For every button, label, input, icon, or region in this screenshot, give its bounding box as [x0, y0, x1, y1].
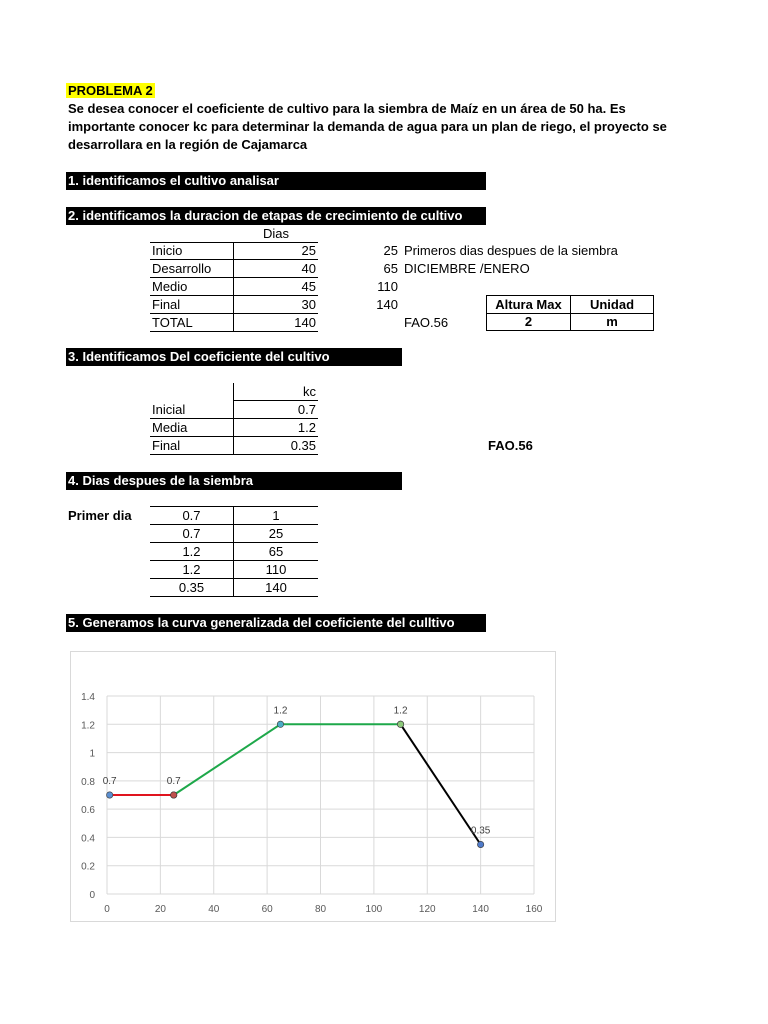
x-tick-label: 20: [154, 904, 166, 915]
altura-value: 2: [487, 313, 571, 331]
unidad-header: Unidad: [571, 296, 653, 314]
table-row-value: 40: [234, 260, 318, 278]
y-tick-label: 0.4: [81, 833, 95, 845]
table-cell-kc: 0.35: [150, 579, 234, 597]
table-row-value: 30: [234, 296, 318, 314]
table-row-label: Final: [150, 437, 234, 455]
y-tick-label: 1: [89, 748, 95, 760]
table-row-label: Inicial: [150, 401, 234, 419]
cumulative-day: 65: [383, 261, 398, 276]
y-tick-label: 1.4: [81, 692, 95, 703]
x-tick-label: 160: [525, 904, 543, 915]
table-row-label: Inicio: [150, 242, 234, 260]
y-tick-label: 1.2: [81, 720, 95, 732]
table-cell-dia: 140: [234, 579, 318, 597]
stage-note: DICIEMBRE /ENERO: [404, 261, 530, 276]
table-cell-dia: 25: [234, 525, 318, 543]
etapas-header-dias: Dias: [262, 226, 289, 241]
y-tick-label: 0.8: [81, 776, 95, 788]
cumulative-day: 25: [383, 243, 398, 258]
unidad-value: m: [606, 314, 618, 329]
kc-header: kc: [234, 383, 318, 401]
altura-header: Altura Max: [487, 296, 571, 314]
table-row-value: 1.2: [234, 419, 318, 437]
table-row-value: 25: [234, 242, 318, 260]
table-row-value: 0.35: [234, 437, 318, 455]
table-cell-kc: 1.2: [150, 561, 234, 579]
section-1-header: 1. identificamos el cultivo analisar: [66, 172, 486, 190]
table-cell-dia: 110: [234, 561, 318, 579]
data-label: 0.35: [470, 825, 491, 837]
table-row-label: Media: [150, 419, 234, 437]
kc-curve-chart: [70, 651, 556, 922]
x-tick-label: 60: [261, 904, 273, 915]
table-cell-kc: 0.7: [150, 525, 234, 543]
data-point: [171, 792, 177, 798]
data-point: [477, 841, 483, 847]
section-2-header: 2. identificamos la duracion de etapas de crecimiento de cultivo: [66, 207, 486, 225]
y-tick-label: 0: [89, 890, 95, 901]
data-point: [106, 792, 112, 798]
table-cell-kc: 1.2: [150, 543, 234, 561]
intro-line: Se desea conocer el coeficiente de cultivo para la siembra de Maíz en un área de 50 ha. Es: [68, 101, 626, 116]
altura-table: [486, 295, 654, 331]
data-point: [397, 721, 403, 727]
data-label: 0.7: [102, 776, 117, 787]
table-row-label: Final: [150, 296, 234, 314]
table-row-value: 45: [234, 278, 318, 296]
table-cell-dia: 65: [234, 543, 318, 561]
section-3-header: 3. Identificamos Del coeficiente del cultivo: [66, 348, 402, 366]
cumulative-day: 110: [377, 279, 398, 294]
intro-line: desarrollara en la región de Cajamarca: [68, 137, 308, 152]
table-row-value: 0.7: [234, 401, 318, 419]
cumulative-day: 140: [376, 297, 398, 312]
section-4-header: 4. Dias despues de la siembra: [66, 472, 402, 490]
chart-svg: [71, 652, 555, 921]
intro-text: [68, 100, 668, 154]
x-tick-label: 140: [472, 904, 489, 915]
table-row-label: Desarrollo: [150, 260, 234, 278]
x-tick-label: 100: [365, 904, 383, 915]
source-label: FAO.56: [488, 438, 533, 453]
problem-title: PROBLEMA 2: [68, 83, 153, 98]
series-line: [174, 724, 401, 795]
section-5-header: 5. Generamos la curva generalizada del coeficiente del culltivo: [66, 614, 486, 632]
table-cell-dia: 1: [234, 507, 318, 525]
x-tick-label: 120: [418, 904, 436, 915]
table-row-label: Medio: [150, 278, 234, 296]
series-line: [401, 724, 481, 844]
x-tick-label: 80: [314, 904, 327, 915]
stage-note: Primeros dias despues de la siembra: [404, 243, 618, 258]
table-row-label: TOTAL: [150, 314, 234, 332]
table-cell-kc: 0.7: [150, 507, 234, 525]
data-point: [277, 721, 283, 727]
primer-dia-label: Primer dia: [68, 508, 132, 523]
y-tick-label: 0.2: [81, 861, 95, 873]
intro-line: importante conocer kc para determinar la demanda de agua para un plan de riego, el proyecto se: [68, 119, 667, 134]
source-label: FAO.56: [404, 315, 449, 330]
y-tick-label: 0.6: [81, 805, 95, 817]
x-tick-label: 40: [208, 904, 220, 915]
data-label: 0.7: [166, 776, 181, 787]
x-tick-label: 0: [104, 904, 110, 915]
data-label: 1.2: [273, 705, 288, 717]
data-label: 1.2: [393, 705, 408, 717]
table-row-value: 140: [234, 314, 318, 332]
